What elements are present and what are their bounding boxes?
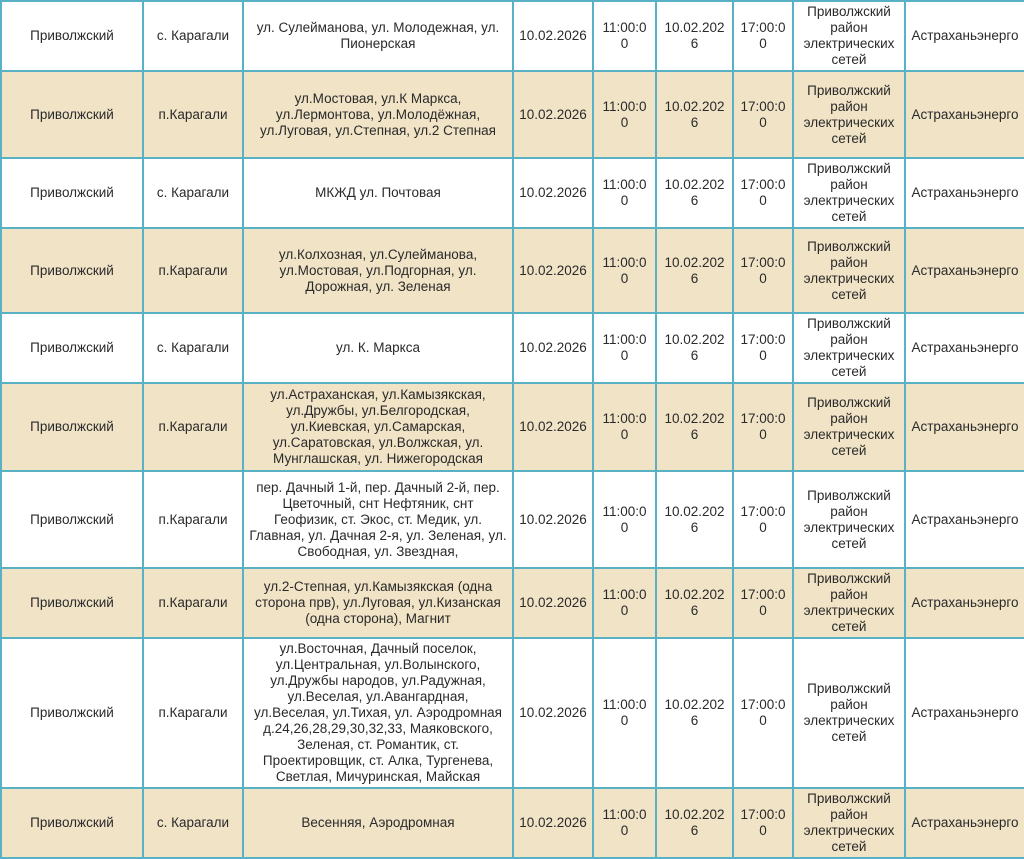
- table-row: [1, 313, 1024, 383]
- cell-start-time: 11:00:00: [593, 228, 656, 313]
- cell-settlement: п.Карагали: [143, 383, 243, 471]
- cell-company: Астраханьэнерго: [905, 788, 1024, 858]
- cell-start-time: 11:00:00: [593, 313, 656, 383]
- cell-start-date: 10.02.2026: [513, 1, 593, 71]
- cell-end-time: 17:00:00: [733, 228, 793, 313]
- cell-company: Астраханьэнерго: [905, 383, 1024, 471]
- cell-company: Астраханьэнерго: [905, 638, 1024, 788]
- cell-end-time: 17:00:00: [733, 568, 793, 638]
- cell-organization: Приволжский район электрических сетей: [793, 638, 905, 788]
- cell-start-date: 10.02.2026: [513, 71, 593, 158]
- cell-district: Приволжский: [1, 788, 143, 858]
- cell-start-time: 11:00:00: [593, 383, 656, 471]
- cell-streets: ул.2-Степная, ул.Камызякская (одна сторона прв), ул.Луговая, ул.Кизанская (одна сторона), Магнит: [243, 568, 513, 638]
- cell-start-date: 10.02.2026: [513, 383, 593, 471]
- cell-start-time: 11:00:00: [593, 158, 656, 228]
- cell-end-date: 10.02.2026: [656, 228, 733, 313]
- cell-organization: Приволжский район электрических сетей: [793, 788, 905, 858]
- cell-company: Астраханьэнерго: [905, 71, 1024, 158]
- cell-end-time: 17:00:00: [733, 788, 793, 858]
- cell-start-time: 11:00:00: [593, 1, 656, 71]
- cell-settlement: п.Карагали: [143, 568, 243, 638]
- cell-start-date: 10.02.2026: [513, 568, 593, 638]
- cell-company: Астраханьэнерго: [905, 1, 1024, 71]
- table-row: [1, 568, 1024, 638]
- cell-district: Приволжский: [1, 568, 143, 638]
- cell-streets: ул.Колхозная, ул.Сулейманова, ул.Мостовая, ул.Подгорная, ул. Дорожная, ул. Зеленая: [243, 228, 513, 313]
- cell-organization: Приволжский район электрических сетей: [793, 313, 905, 383]
- cell-district: Приволжский: [1, 313, 143, 383]
- cell-district: Приволжский: [1, 471, 143, 568]
- cell-streets: МКЖД ул. Почтовая: [243, 158, 513, 228]
- cell-start-time: 11:00:00: [593, 568, 656, 638]
- cell-organization: Приволжский район электрических сетей: [793, 568, 905, 638]
- table-row: [1, 383, 1024, 471]
- cell-district: Приволжский: [1, 158, 143, 228]
- cell-district: Приволжский: [1, 638, 143, 788]
- cell-settlement: п.Карагали: [143, 638, 243, 788]
- cell-district: Приволжский: [1, 1, 143, 71]
- cell-settlement: п.Карагали: [143, 71, 243, 158]
- cell-end-date: 10.02.2026: [656, 788, 733, 858]
- cell-organization: Приволжский район электрических сетей: [793, 71, 905, 158]
- cell-company: Астраханьэнерго: [905, 313, 1024, 383]
- cell-company: Астраханьэнерго: [905, 158, 1024, 228]
- cell-start-date: 10.02.2026: [513, 788, 593, 858]
- cell-organization: Приволжский район электрических сетей: [793, 471, 905, 568]
- cell-start-date: 10.02.2026: [513, 638, 593, 788]
- table-row: [1, 71, 1024, 158]
- cell-streets: пер. Дачный 1-й, пер. Дачный 2-й, пер. Цветочный, снт Нефтяник, снт Геофизик, ст. Экос, ст. Медик, ул. Главная, ул. Дачная 2-я, ул. Зеленая, ул. Свободная, ул. Звездная,: [243, 471, 513, 568]
- cell-start-time: 11:00:00: [593, 788, 656, 858]
- cell-end-time: 17:00:00: [733, 1, 793, 71]
- cell-streets: ул.Мостовая, ул.К Маркса, ул.Лермонтова, ул.Молодёжная, ул.Луговая, ул.Степная, ул.2 Степная: [243, 71, 513, 158]
- cell-streets: Весенняя, Аэродромная: [243, 788, 513, 858]
- cell-end-time: 17:00:00: [733, 638, 793, 788]
- cell-end-time: 17:00:00: [733, 471, 793, 568]
- cell-start-time: 11:00:00: [593, 71, 656, 158]
- cell-district: Приволжский: [1, 71, 143, 158]
- cell-settlement: п.Карагали: [143, 471, 243, 568]
- cell-settlement: с. Карагали: [143, 313, 243, 383]
- table-row: [1, 638, 1024, 788]
- cell-end-date: 10.02.2026: [656, 383, 733, 471]
- cell-end-time: 17:00:00: [733, 313, 793, 383]
- outage-table-body: [1, 1, 1024, 858]
- cell-end-date: 10.02.2026: [656, 638, 733, 788]
- cell-organization: Приволжский район электрических сетей: [793, 383, 905, 471]
- cell-end-time: 17:00:00: [733, 71, 793, 158]
- cell-organization: Приволжский район электрических сетей: [793, 158, 905, 228]
- table-row: [1, 1, 1024, 71]
- cell-streets: ул. К. Маркса: [243, 313, 513, 383]
- cell-start-date: 10.02.2026: [513, 158, 593, 228]
- cell-settlement: с. Карагали: [143, 158, 243, 228]
- cell-end-date: 10.02.2026: [656, 1, 733, 71]
- cell-settlement: с. Карагали: [143, 788, 243, 858]
- table-row: [1, 788, 1024, 858]
- cell-organization: Приволжский район электрических сетей: [793, 228, 905, 313]
- cell-start-date: 10.02.2026: [513, 313, 593, 383]
- cell-end-time: 17:00:00: [733, 158, 793, 228]
- cell-end-time: 17:00:00: [733, 383, 793, 471]
- cell-start-date: 10.02.2026: [513, 471, 593, 568]
- cell-district: Приволжский: [1, 228, 143, 313]
- cell-end-date: 10.02.2026: [656, 471, 733, 568]
- table-row: [1, 158, 1024, 228]
- cell-company: Астраханьэнерго: [905, 228, 1024, 313]
- cell-end-date: 10.02.2026: [656, 568, 733, 638]
- cell-end-date: 10.02.2026: [656, 158, 733, 228]
- cell-streets: ул. Сулейманова, ул. Молодежная, ул. Пионерская: [243, 1, 513, 71]
- cell-district: Приволжский: [1, 383, 143, 471]
- cell-organization: Приволжский район электрических сетей: [793, 1, 905, 71]
- cell-company: Астраханьэнерго: [905, 568, 1024, 638]
- cell-streets: ул.Восточная, Дачный поселок, ул.Центральная, ул.Волынского, ул.Дружбы народов, ул.Радужная, ул.Веселая, ул.Авангардная, ул.Веселая, ул.Тихая, ул. Аэродромная д.24,26,28,29,30,32,33, Маяковского, Зеленая, ст. Романтик, ст. Проектировщик, ст. Алка, Тургенева, Светлая, Мичуринская, Майская: [243, 638, 513, 788]
- cell-start-time: 11:00:00: [593, 471, 656, 568]
- table-row: [1, 228, 1024, 313]
- cell-settlement: п.Карагали: [143, 228, 243, 313]
- cell-start-time: 11:00:00: [593, 638, 656, 788]
- cell-end-date: 10.02.2026: [656, 71, 733, 158]
- cell-streets: ул.Астраханская, ул.Камызякская, ул.Дружбы, ул.Белгородская, ул.Киевская, ул.Самарская, ул.Саратовская, ул.Волжская, ул. Мунглашская, ул. Нижегородская: [243, 383, 513, 471]
- cell-end-date: 10.02.2026: [656, 313, 733, 383]
- cell-start-date: 10.02.2026: [513, 228, 593, 313]
- cell-settlement: с. Карагали: [143, 1, 243, 71]
- table-row: [1, 471, 1024, 568]
- cell-company: Астраханьэнерго: [905, 471, 1024, 568]
